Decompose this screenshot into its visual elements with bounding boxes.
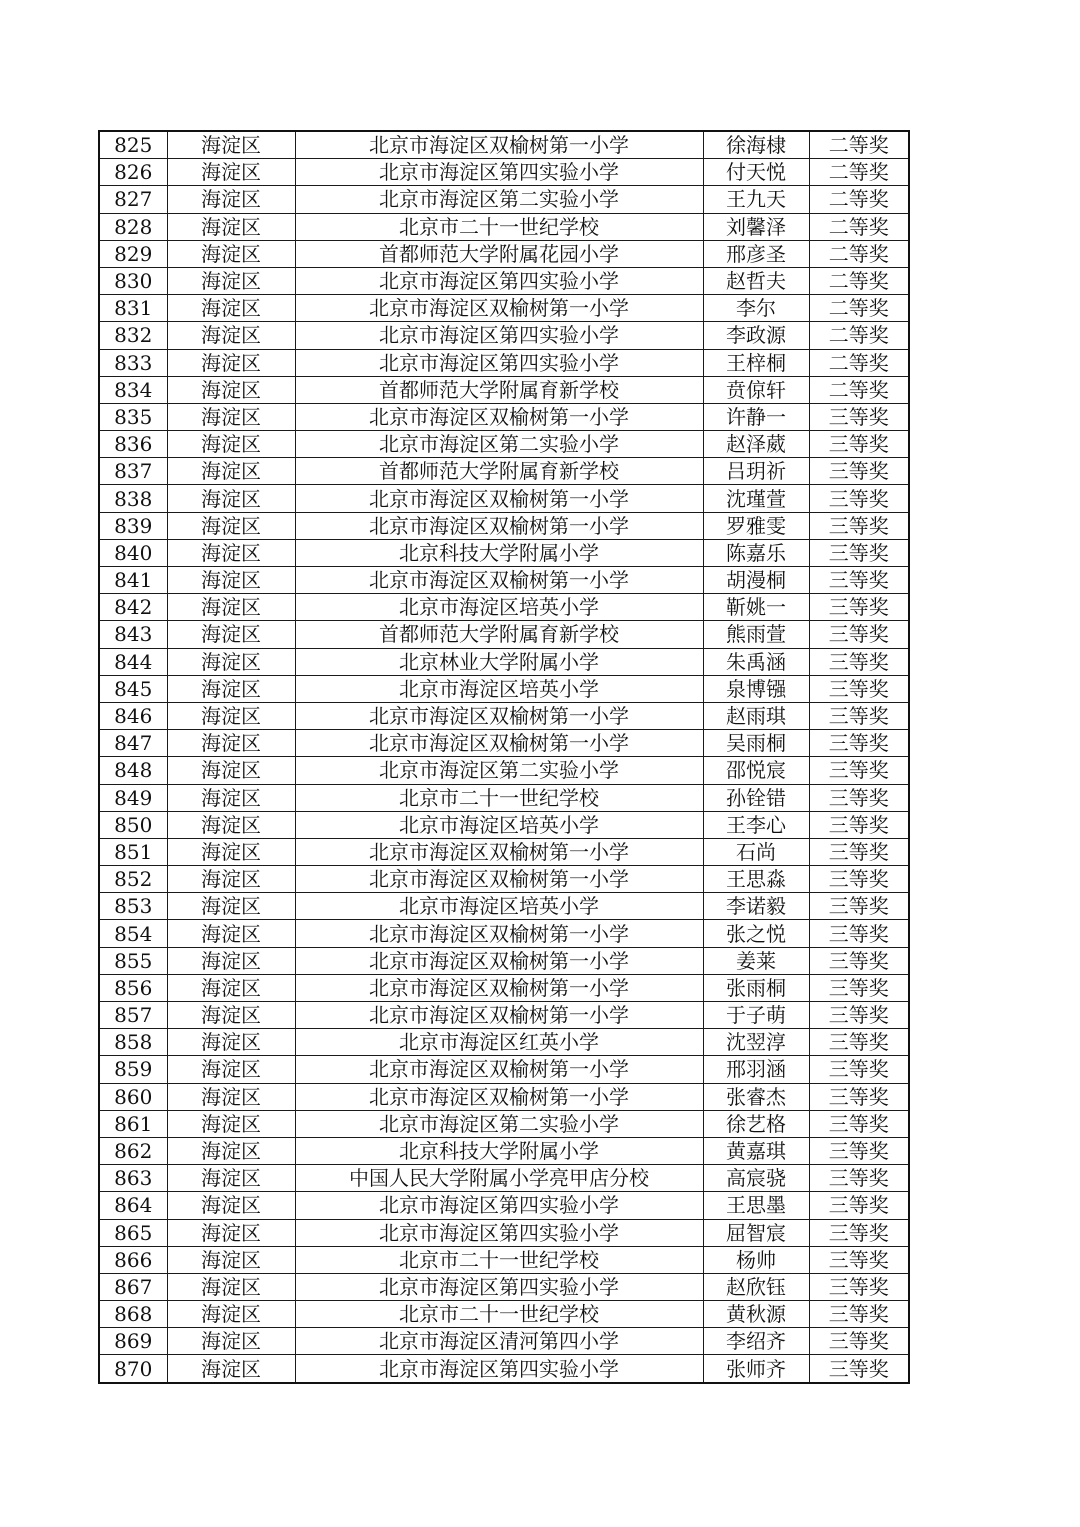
row-number-cell: 865 [99,1219,167,1246]
student-name-cell: 张雨桐 [703,974,809,1001]
row-number-cell: 839 [99,512,167,539]
district-cell: 海淀区 [167,1110,295,1137]
row-number-cell: 834 [99,376,167,403]
district-cell: 海淀区 [167,920,295,947]
table-row [99,267,909,294]
award-level-cell: 三等奖 [809,702,909,729]
award-level-cell: 三等奖 [809,403,909,430]
school-cell: 北京市海淀区第二实验小学 [295,1110,703,1137]
district-cell: 海淀区 [167,594,295,621]
award-level-cell: 三等奖 [809,1029,909,1056]
student-name-cell: 吕玥祈 [703,458,809,485]
district-cell: 海淀区 [167,213,295,240]
award-level-cell: 二等奖 [809,376,909,403]
table-row [99,431,909,458]
school-cell: 北京市海淀区双榆树第一小学 [295,1002,703,1029]
district-cell: 海淀区 [167,1056,295,1083]
award-level-cell: 三等奖 [809,621,909,648]
district-cell: 海淀区 [167,1355,295,1383]
table-row [99,403,909,430]
district-cell: 海淀区 [167,131,295,159]
district-cell: 海淀区 [167,1246,295,1273]
district-cell: 海淀区 [167,186,295,213]
student-name-cell: 沈瑾萱 [703,485,809,512]
school-cell: 首都师范大学附属育新学校 [295,376,703,403]
award-level-cell: 三等奖 [809,893,909,920]
table-row [99,213,909,240]
student-name-cell: 张师齐 [703,1355,809,1383]
district-cell: 海淀区 [167,648,295,675]
row-number-cell: 843 [99,621,167,648]
row-number-cell: 856 [99,974,167,1001]
table-row [99,539,909,566]
table-row [99,757,909,784]
award-level-cell: 三等奖 [809,1056,909,1083]
student-name-cell: 邢羽涵 [703,1056,809,1083]
table-row [99,1083,909,1110]
table-row [99,811,909,838]
row-number-cell: 828 [99,213,167,240]
school-cell: 首都师范大学附属育新学校 [295,458,703,485]
school-cell: 北京科技大学附属小学 [295,539,703,566]
award-level-cell: 二等奖 [809,213,909,240]
award-level-cell: 三等奖 [809,784,909,811]
row-number-cell: 840 [99,539,167,566]
row-number-cell: 847 [99,730,167,757]
district-cell: 海淀区 [167,458,295,485]
row-number-cell: 861 [99,1110,167,1137]
award-level-cell: 三等奖 [809,458,909,485]
table-row [99,485,909,512]
table-row [99,1192,909,1219]
row-number-cell: 853 [99,893,167,920]
student-name-cell: 付天悦 [703,159,809,186]
award-level-cell: 三等奖 [809,838,909,865]
award-level-cell: 二等奖 [809,240,909,267]
district-cell: 海淀区 [167,947,295,974]
award-level-cell: 三等奖 [809,947,909,974]
table-row [99,159,909,186]
row-number-cell: 835 [99,403,167,430]
table-row [99,702,909,729]
district-cell: 海淀区 [167,1219,295,1246]
school-cell: 北京市海淀区第四实验小学 [295,1355,703,1383]
district-cell: 海淀区 [167,621,295,648]
table-row [99,349,909,376]
student-name-cell: 赵雨琪 [703,702,809,729]
award-level-cell: 三等奖 [809,1192,909,1219]
student-name-cell: 吴雨桐 [703,730,809,757]
award-level-cell: 三等奖 [809,811,909,838]
table-row [99,648,909,675]
row-number-cell: 841 [99,567,167,594]
row-number-cell: 848 [99,757,167,784]
table-row [99,947,909,974]
school-cell: 北京市海淀区培英小学 [295,675,703,702]
student-name-cell: 姜莱 [703,947,809,974]
school-cell: 北京市海淀区双榆树第一小学 [295,131,703,159]
student-name-cell: 邢彦圣 [703,240,809,267]
school-cell: 北京市海淀区双榆树第一小学 [295,1083,703,1110]
district-cell: 海淀区 [167,1192,295,1219]
student-name-cell: 沈翌淳 [703,1029,809,1056]
student-name-cell: 徐艺格 [703,1110,809,1137]
school-cell: 北京市海淀区第四实验小学 [295,322,703,349]
school-cell: 北京林业大学附属小学 [295,648,703,675]
table-row [99,893,909,920]
award-level-cell: 三等奖 [809,567,909,594]
row-number-cell: 826 [99,159,167,186]
school-cell: 首都师范大学附属育新学校 [295,621,703,648]
school-cell: 北京市海淀区双榆树第一小学 [295,1056,703,1083]
row-number-cell: 866 [99,1246,167,1273]
award-level-cell: 二等奖 [809,186,909,213]
row-number-cell: 867 [99,1273,167,1300]
school-cell: 北京市海淀区双榆树第一小学 [295,866,703,893]
award-level-cell: 三等奖 [809,974,909,1001]
district-cell: 海淀区 [167,1273,295,1300]
student-name-cell: 王李心 [703,811,809,838]
district-cell: 海淀区 [167,539,295,566]
student-name-cell: 靳姚一 [703,594,809,621]
student-name-cell: 李政源 [703,322,809,349]
row-number-cell: 844 [99,648,167,675]
table-row [99,131,909,159]
table-row [99,730,909,757]
student-name-cell: 王梓桐 [703,349,809,376]
district-cell: 海淀区 [167,811,295,838]
district-cell: 海淀区 [167,1002,295,1029]
school-cell: 北京市海淀区第四实验小学 [295,349,703,376]
table-row [99,784,909,811]
award-level-cell: 三等奖 [809,866,909,893]
district-cell: 海淀区 [167,295,295,322]
school-cell: 北京市海淀区双榆树第一小学 [295,730,703,757]
school-cell: 北京市海淀区第四实验小学 [295,1192,703,1219]
student-name-cell: 杨帅 [703,1246,809,1273]
district-cell: 海淀区 [167,1083,295,1110]
school-cell: 首都师范大学附属花园小学 [295,240,703,267]
row-number-cell: 830 [99,267,167,294]
table-row [99,1165,909,1192]
award-level-cell: 三等奖 [809,512,909,539]
award-level-cell: 二等奖 [809,267,909,294]
district-cell: 海淀区 [167,431,295,458]
award-level-cell: 三等奖 [809,1328,909,1355]
award-level-cell: 二等奖 [809,295,909,322]
row-number-cell: 868 [99,1301,167,1328]
table-row [99,458,909,485]
table-row [99,1355,909,1383]
district-cell: 海淀区 [167,893,295,920]
award-level-cell: 三等奖 [809,1301,909,1328]
district-cell: 海淀区 [167,485,295,512]
table-row [99,376,909,403]
table-row [99,675,909,702]
row-number-cell: 837 [99,458,167,485]
award-level-cell: 三等奖 [809,1219,909,1246]
district-cell: 海淀区 [167,1328,295,1355]
row-number-cell: 854 [99,920,167,947]
school-cell: 北京市海淀区第二实验小学 [295,757,703,784]
row-number-cell: 870 [99,1355,167,1383]
award-list-table [98,130,910,1384]
table-row [99,567,909,594]
school-cell: 北京市海淀区双榆树第一小学 [295,295,703,322]
table-row [99,1219,909,1246]
table-row [99,240,909,267]
award-level-cell: 三等奖 [809,1355,909,1383]
row-number-cell: 852 [99,866,167,893]
student-name-cell: 罗雅雯 [703,512,809,539]
district-cell: 海淀区 [167,403,295,430]
row-number-cell: 855 [99,947,167,974]
school-cell: 北京市海淀区培英小学 [295,594,703,621]
row-number-cell: 845 [99,675,167,702]
row-number-cell: 833 [99,349,167,376]
row-number-cell: 859 [99,1056,167,1083]
award-level-cell: 二等奖 [809,349,909,376]
district-cell: 海淀区 [167,512,295,539]
school-cell: 北京市海淀区双榆树第一小学 [295,485,703,512]
award-level-cell: 三等奖 [809,594,909,621]
student-name-cell: 于子萌 [703,1002,809,1029]
award-level-cell: 三等奖 [809,539,909,566]
school-cell: 北京市海淀区双榆树第一小学 [295,702,703,729]
school-cell: 北京市海淀区第四实验小学 [295,267,703,294]
row-number-cell: 858 [99,1029,167,1056]
district-cell: 海淀区 [167,1029,295,1056]
table-row [99,838,909,865]
school-cell: 北京市二十一世纪学校 [295,784,703,811]
table-row [99,1301,909,1328]
district-cell: 海淀区 [167,322,295,349]
row-number-cell: 829 [99,240,167,267]
award-level-cell: 三等奖 [809,431,909,458]
school-cell: 北京市海淀区第四实验小学 [295,1219,703,1246]
row-number-cell: 862 [99,1137,167,1164]
table-row [99,295,909,322]
school-cell: 北京市海淀区双榆树第一小学 [295,920,703,947]
student-name-cell: 陈嘉乐 [703,539,809,566]
student-name-cell: 张之悦 [703,920,809,947]
award-level-cell: 三等奖 [809,1246,909,1273]
table-row [99,512,909,539]
district-cell: 海淀区 [167,240,295,267]
school-cell: 北京市海淀区双榆树第一小学 [295,512,703,539]
school-cell: 北京市海淀区清河第四小学 [295,1328,703,1355]
district-cell: 海淀区 [167,675,295,702]
student-name-cell: 孙铨错 [703,784,809,811]
student-name-cell: 王思淼 [703,866,809,893]
award-level-cell: 三等奖 [809,1110,909,1137]
row-number-cell: 864 [99,1192,167,1219]
student-name-cell: 赵欣钰 [703,1273,809,1300]
district-cell: 海淀区 [167,784,295,811]
district-cell: 海淀区 [167,267,295,294]
school-cell: 北京市海淀区红英小学 [295,1029,703,1056]
award-level-cell: 三等奖 [809,1165,909,1192]
student-name-cell: 黄嘉琪 [703,1137,809,1164]
student-name-cell: 高宸骁 [703,1165,809,1192]
student-name-cell: 赵泽葳 [703,431,809,458]
award-level-cell: 二等奖 [809,131,909,159]
table-row [99,1029,909,1056]
table-row [99,186,909,213]
table-row [99,1246,909,1273]
district-cell: 海淀区 [167,757,295,784]
school-cell: 北京市海淀区第二实验小学 [295,431,703,458]
student-name-cell: 李诺毅 [703,893,809,920]
row-number-cell: 869 [99,1328,167,1355]
student-name-cell: 朱禹涵 [703,648,809,675]
district-cell: 海淀区 [167,1301,295,1328]
row-number-cell: 851 [99,838,167,865]
district-cell: 海淀区 [167,1137,295,1164]
table-row [99,920,909,947]
student-name-cell: 刘馨泽 [703,213,809,240]
district-cell: 海淀区 [167,1165,295,1192]
row-number-cell: 825 [99,131,167,159]
student-name-cell: 李尔 [703,295,809,322]
award-level-cell: 三等奖 [809,648,909,675]
school-cell: 北京市海淀区双榆树第一小学 [295,838,703,865]
row-number-cell: 849 [99,784,167,811]
student-name-cell: 熊雨萱 [703,621,809,648]
student-name-cell: 泉博镪 [703,675,809,702]
table-row [99,1137,909,1164]
student-name-cell: 王思墨 [703,1192,809,1219]
table-row [99,1110,909,1137]
row-number-cell: 832 [99,322,167,349]
student-name-cell: 王九天 [703,186,809,213]
row-number-cell: 842 [99,594,167,621]
row-number-cell: 857 [99,1002,167,1029]
district-cell: 海淀区 [167,866,295,893]
award-level-cell: 三等奖 [809,675,909,702]
table-row [99,866,909,893]
award-level-cell: 三等奖 [809,920,909,947]
row-number-cell: 831 [99,295,167,322]
district-cell: 海淀区 [167,376,295,403]
school-cell: 北京市海淀区第四实验小学 [295,1273,703,1300]
school-cell: 北京市海淀区培英小学 [295,893,703,920]
district-cell: 海淀区 [167,702,295,729]
row-number-cell: 836 [99,431,167,458]
table-row [99,621,909,648]
school-cell: 北京市二十一世纪学校 [295,1301,703,1328]
district-cell: 海淀区 [167,974,295,1001]
award-level-cell: 三等奖 [809,730,909,757]
award-level-cell: 三等奖 [809,757,909,784]
row-number-cell: 860 [99,1083,167,1110]
award-level-cell: 三等奖 [809,1083,909,1110]
student-name-cell: 徐海棣 [703,131,809,159]
row-number-cell: 850 [99,811,167,838]
student-name-cell: 赵哲夫 [703,267,809,294]
table-row [99,974,909,1001]
school-cell: 北京市海淀区第四实验小学 [295,159,703,186]
row-number-cell: 863 [99,1165,167,1192]
school-cell: 北京市二十一世纪学校 [295,213,703,240]
student-name-cell: 屈智宸 [703,1219,809,1246]
school-cell: 中国人民大学附属小学亮甲店分校 [295,1165,703,1192]
award-level-cell: 三等奖 [809,1002,909,1029]
district-cell: 海淀区 [167,838,295,865]
school-cell: 北京科技大学附属小学 [295,1137,703,1164]
student-name-cell: 胡漫桐 [703,567,809,594]
table-row [99,322,909,349]
school-cell: 北京市海淀区双榆树第一小学 [295,567,703,594]
student-name-cell: 张睿杰 [703,1083,809,1110]
school-cell: 北京市二十一世纪学校 [295,1246,703,1273]
table-row [99,1056,909,1083]
student-name-cell: 许静一 [703,403,809,430]
award-level-cell: 二等奖 [809,159,909,186]
district-cell: 海淀区 [167,349,295,376]
table-row [99,1002,909,1029]
school-cell: 北京市海淀区双榆树第一小学 [295,947,703,974]
table-row [99,594,909,621]
student-name-cell: 邵悦宸 [703,757,809,784]
award-list-body [99,131,909,1383]
district-cell: 海淀区 [167,730,295,757]
row-number-cell: 838 [99,485,167,512]
district-cell: 海淀区 [167,159,295,186]
table-row [99,1328,909,1355]
award-level-cell: 二等奖 [809,322,909,349]
school-cell: 北京市海淀区培英小学 [295,811,703,838]
row-number-cell: 827 [99,186,167,213]
award-level-cell: 三等奖 [809,1273,909,1300]
row-number-cell: 846 [99,702,167,729]
school-cell: 北京市海淀区双榆树第一小学 [295,403,703,430]
district-cell: 海淀区 [167,567,295,594]
award-level-cell: 三等奖 [809,1137,909,1164]
school-cell: 北京市海淀区双榆树第一小学 [295,974,703,1001]
student-name-cell: 黄秋源 [703,1301,809,1328]
student-name-cell: 贲倞轩 [703,376,809,403]
table-row [99,1273,909,1300]
award-level-cell: 三等奖 [809,485,909,512]
school-cell: 北京市海淀区第二实验小学 [295,186,703,213]
student-name-cell: 李绍齐 [703,1328,809,1355]
student-name-cell: 石尚 [703,838,809,865]
